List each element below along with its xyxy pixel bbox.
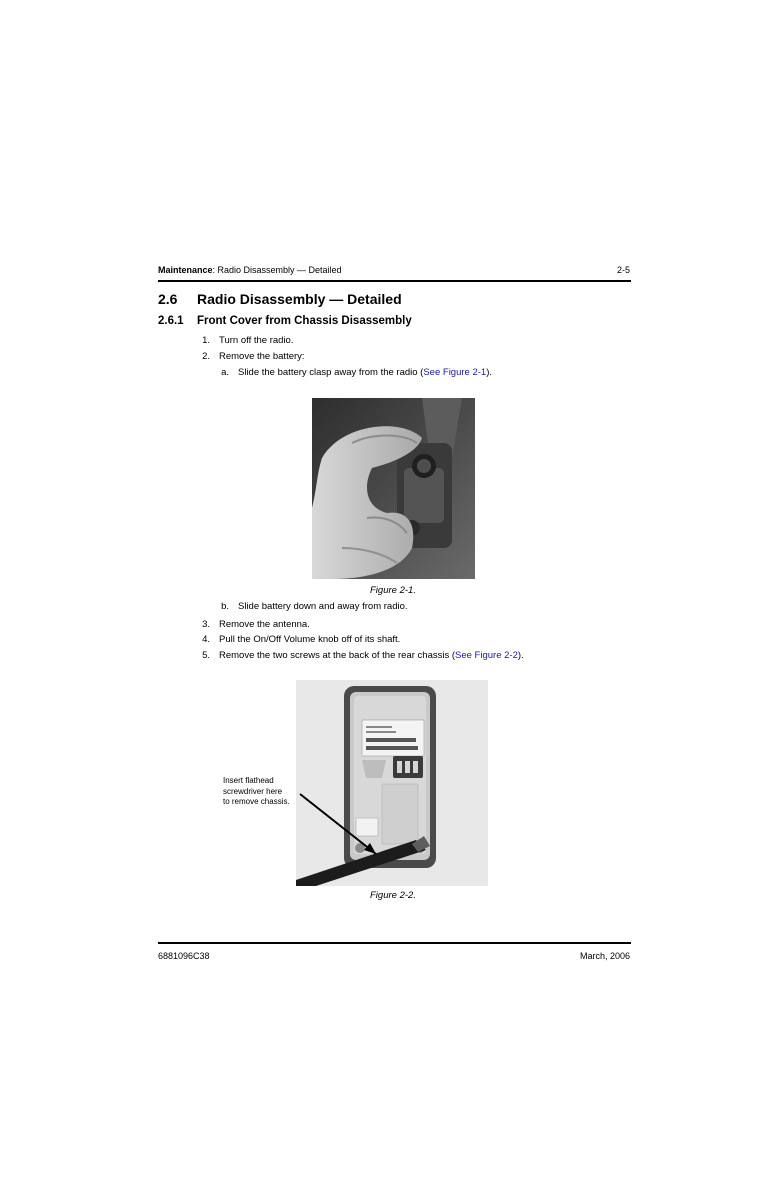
step-number: b.	[221, 601, 229, 612]
section-number: 2.6	[158, 291, 178, 307]
step-number: 3.	[202, 619, 210, 630]
step-text: Remove the battery:	[219, 351, 305, 362]
step-text: Slide the battery clasp away from the radio (	[238, 367, 424, 378]
header-section-title: : Radio Disassembly — Detailed	[212, 265, 342, 275]
footer-date: March, 2006	[579, 951, 630, 961]
step-2	[192, 351, 305, 362]
step-number: 5.	[202, 650, 210, 661]
step-text: Pull the On/Off Volume knob off of its shaft.	[219, 634, 401, 645]
caption-suffix: .	[413, 585, 416, 596]
running-header	[158, 265, 342, 275]
step-number: 4.	[202, 634, 210, 645]
step-text: Remove the antenna.	[219, 619, 310, 630]
figure-2-1-link[interactable]: See Figure 2-1	[423, 367, 487, 378]
step-number: a.	[221, 367, 229, 378]
caption-text: Figure 2-1	[370, 585, 414, 596]
footer-doc-number: 6881096C38	[158, 951, 210, 961]
footer-rule	[158, 942, 631, 944]
step-text: Slide battery down and away from radio.	[238, 601, 408, 612]
figure-2-2-annotation: Insert flathead screwdriver here to remove chassis.	[223, 776, 290, 806]
step-number: 2.	[202, 351, 210, 362]
step-text: Remove the two screws at the back of the rear chassis (	[219, 650, 456, 661]
subsection-number: 2.6.1	[158, 315, 184, 327]
caption-text: Figure 2-2	[370, 890, 414, 901]
figure-2-2-photo	[296, 680, 488, 886]
step-text-end: ).	[517, 650, 524, 661]
figure-2-2-caption	[370, 890, 416, 901]
step-number: 1.	[202, 335, 210, 346]
step-text-end: ).	[486, 367, 492, 378]
figure-2-2-link[interactable]: See Figure 2-2	[455, 650, 518, 661]
section-heading	[158, 291, 402, 307]
step-4	[192, 634, 400, 645]
subsection-title: Front Cover from Chassis Disassembly	[197, 315, 412, 327]
step-3	[192, 619, 310, 630]
caption-suffix: .	[413, 890, 416, 901]
header-section-bold: Maintenance	[158, 265, 213, 275]
header-rule	[158, 280, 631, 282]
step-2a	[211, 367, 492, 378]
section-title: Radio Disassembly — Detailed	[197, 291, 402, 307]
figure-2-1-photo	[312, 398, 475, 579]
step-5	[192, 650, 524, 661]
figure-2-1-caption	[370, 585, 416, 596]
step-text: Turn off the radio.	[219, 335, 294, 346]
step-2b	[211, 601, 408, 612]
step-1	[192, 335, 293, 346]
subsection-heading	[158, 315, 412, 327]
header-page-number: 2-5	[616, 265, 630, 275]
